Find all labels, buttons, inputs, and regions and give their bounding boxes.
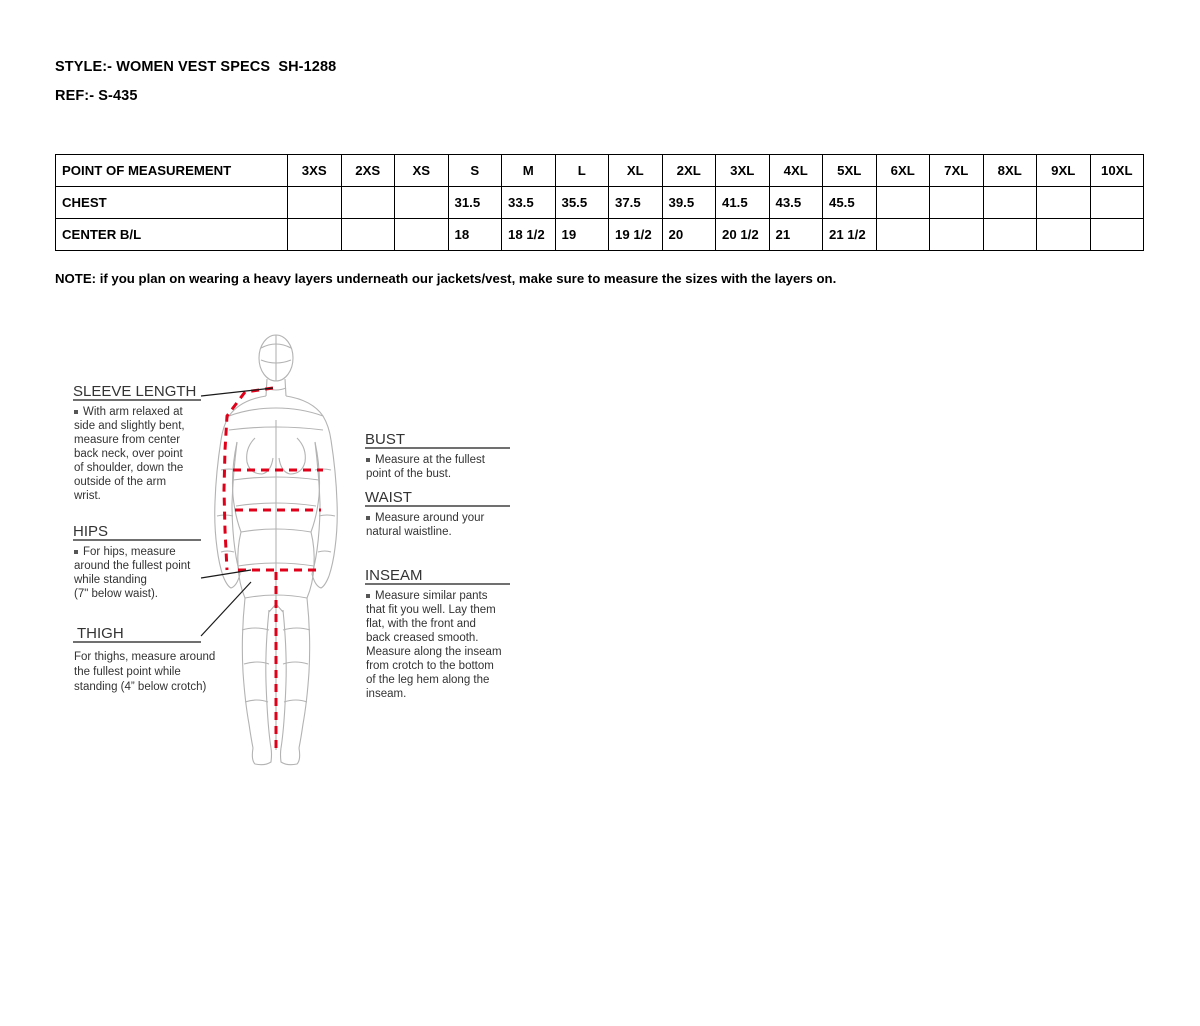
callout-title-inseam: INSEAM [365,567,423,584]
callout-title-bust: BUST [365,431,406,448]
measurement-dashed-lines [224,388,323,750]
header-4xl: 4XL [769,155,823,187]
svg-text:With arm relaxed at: With arm relaxed at side and slightly bent, measure from center back neck, over point of shoulder, down the outside of the arm wrist. [74,406,185,502]
header-7xl: 7XL [930,155,984,187]
header-s: S [448,155,502,187]
cell-centerbl-xs [395,219,449,251]
style-line: STYLE:- WOMEN VEST SPECS SH-1288 [55,59,337,75]
header-2xl: 2XL [662,155,716,187]
callout-sleeve-length [73,383,196,502]
header-xs: XS [395,155,449,187]
cell-chest-10xl [1090,187,1144,219]
header-xl: XL [609,155,663,187]
callout-title-hips: HIPS [73,523,109,540]
cell-chest-9xl [1037,187,1091,219]
cell-chest-l: 35.5 [555,187,609,219]
svg-text:Measure similar pants: Measure similar pants that fit you well. Lay them flat, with the front and back creased smooth. Measure along the inseam from crotch to the bottom of the leg hem along the inseam. [366,590,502,700]
svg-text:Measure around your: Measure around your natural waistline. [366,512,485,538]
table-row [56,187,1144,219]
cell-chest-6xl [876,187,930,219]
size-chart-table [55,154,1144,251]
header-10xl: 10XL [1090,155,1144,187]
measurement-note: NOTE: if you plan on wearing a heavy layers underneath our jackets/vest, make sure to measure the sizes with the layers on. [55,271,837,286]
cell-centerbl-m: 18 1/2 [502,219,556,251]
header-point-of-measurement: POINT OF MEASUREMENT [56,155,288,187]
cell-chest-3xl: 41.5 [716,187,770,219]
document-heading [55,60,336,117]
cell-chest-xs [395,187,449,219]
bullet-bust [366,458,370,462]
svg-text:For hips, measure ar: For hips, measure around the fullest point while standing (7" below waist). [74,546,191,600]
cell-centerbl-xl: 19 1/2 [609,219,663,251]
cell-centerbl-10xl [1090,219,1144,251]
row-label-center-bl: CENTER B/L [56,219,288,251]
cell-centerbl-3xs [288,219,342,251]
callout-hips [73,523,194,600]
callout-title-thigh: THIGH [77,625,124,642]
cell-centerbl-7xl [930,219,984,251]
cell-chest-xl: 37.5 [609,187,663,219]
cell-chest-7xl [930,187,984,219]
callout-title-sleeve-length: SLEEVE LENGTH [73,383,197,400]
cell-centerbl-8xl [983,219,1037,251]
cell-chest-s: 31.5 [448,187,502,219]
cell-chest-2xl: 39.5 [662,187,716,219]
cell-centerbl-3xl: 20 1/2 [716,219,770,251]
cell-centerbl-4xl: 21 [769,219,823,251]
cell-centerbl-2xl: 20 [662,219,716,251]
cell-centerbl-s: 18 [448,219,502,251]
cell-chest-4xl: 43.5 [769,187,823,219]
bullet-waist [366,516,370,520]
header-3xs: 3XS [288,155,342,187]
bullet-inseam [366,594,370,598]
header-9xl: 9XL [1037,155,1091,187]
row-label-chest: CHEST [56,187,288,219]
sleeve-leader [201,388,273,396]
svg-text:For thighs, measure around: For thighs, measure around the fullest point while standing (4” below crotch) [74,651,216,693]
callout-inseam [365,567,505,700]
ref-line: REF:- S-435 [55,87,138,104]
callout-bust [365,431,488,480]
callout-title-waist: WAIST [365,489,412,506]
cell-chest-2xs [341,187,395,219]
cell-centerbl-2xs [341,219,395,251]
svg-text:Measure at the fullest: Measure at the fullest point of the bust. [366,454,485,480]
header-8xl: 8XL [983,155,1037,187]
cell-chest-3xs [288,187,342,219]
table-header-row [56,155,1144,187]
cell-centerbl-l: 19 [555,219,609,251]
table-row [56,219,1144,251]
cell-centerbl-5xl: 21 1/2 [823,219,877,251]
header-2xs: 2XS [341,155,395,187]
header-m: M [502,155,556,187]
header-6xl: 6XL [876,155,930,187]
cell-centerbl-6xl [876,219,930,251]
hips-leader [201,570,251,578]
bullet-sleeve-length [74,410,78,414]
cell-centerbl-9xl [1037,219,1091,251]
header-5xl: 5XL [823,155,877,187]
callout-thigh [74,625,218,693]
callout-waist [365,489,488,538]
cell-chest-5xl: 45.5 [823,187,877,219]
cell-chest-m: 33.5 [502,187,556,219]
header-3xl: 3XL [716,155,770,187]
cell-chest-8xl [983,187,1037,219]
header-l: L [555,155,609,187]
measurement-figure [55,320,595,770]
bullet-hips [74,550,78,554]
